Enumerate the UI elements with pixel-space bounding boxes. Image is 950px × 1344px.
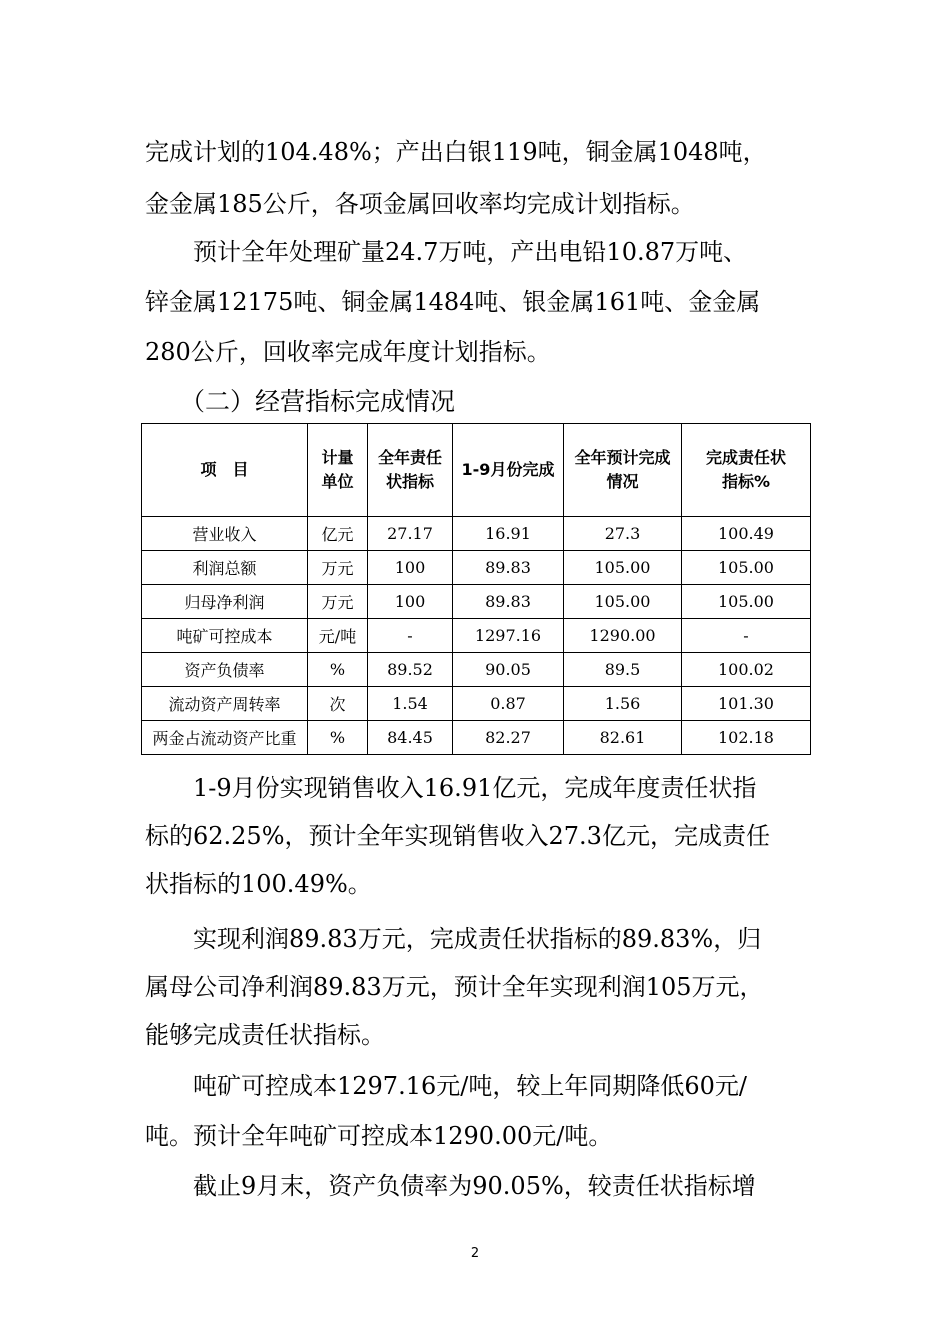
table-cell: 万元 — [308, 585, 368, 619]
page-number: 2 — [470, 1246, 480, 1261]
header-unit: 计量 单位 — [308, 424, 368, 517]
table-cell: 27.17 — [368, 517, 453, 551]
table-cell: % — [308, 653, 368, 687]
table-cell: 90.05 — [453, 653, 564, 687]
table-cell: 归母净利润 — [142, 585, 308, 619]
table-cell: 1.56 — [564, 687, 682, 721]
paragraph-line: 280公斤，回收率完成年度计划指标。 — [145, 338, 551, 366]
table-row — [142, 619, 811, 653]
table-cell: 1290.00 — [564, 619, 682, 653]
table-cell: 0.87 — [453, 687, 564, 721]
paragraph-line: 能够完成责任状指标。 — [145, 1021, 385, 1049]
table-cell: 102.18 — [682, 721, 811, 755]
paragraph-line: 状指标的100.49%。 — [145, 870, 372, 898]
table-cell: 万元 — [308, 551, 368, 585]
paragraph-line: 完成计划的104.48%；产出白银119吨，铜金属1048吨， — [145, 138, 767, 166]
paragraph-line: 实现利润89.83万元，完成责任状指标的89.83%，归 — [145, 925, 762, 953]
table-cell: 两金占流动资产比重 — [142, 721, 308, 755]
paragraph-line: 属母公司净利润89.83万元，预计全年实现利润105万元， — [145, 973, 764, 1001]
table-cell: 89.83 — [453, 551, 564, 585]
paragraph-line: 1-9月份实现销售收入16.91亿元，完成年度责任状指 — [145, 774, 757, 802]
table-row — [142, 585, 811, 619]
indicator-table — [141, 423, 811, 755]
table-cell: 105.00 — [564, 551, 682, 585]
header-jan-sep-actual: 1-9月份完成 — [453, 424, 564, 517]
header-completion-pct: 完成责任状 指标% — [682, 424, 811, 517]
table-cell: 105.00 — [682, 551, 811, 585]
table-row — [142, 653, 811, 687]
table-cell: 1.54 — [368, 687, 453, 721]
paragraph-line: 锌金属12175吨、铜金属1484吨、银金属161吨、金金属 — [145, 288, 761, 316]
table-cell: - — [368, 619, 453, 653]
table-row — [142, 551, 811, 585]
paragraph-line: 吨。预计全年吨矿可控成本1290.00元/吨。 — [145, 1122, 613, 1150]
table-cell: % — [308, 721, 368, 755]
table-cell: 27.3 — [564, 517, 682, 551]
table-cell: 100.49 — [682, 517, 811, 551]
table-cell: 82.61 — [564, 721, 682, 755]
header-item: 项 目 — [142, 424, 308, 517]
paragraph-line: 金金属185公斤，各项金属回收率均完成计划指标。 — [145, 190, 695, 218]
table-cell: 100 — [368, 585, 453, 619]
table-cell: 100 — [368, 551, 453, 585]
table-cell: - — [682, 619, 811, 653]
table-cell: 84.45 — [368, 721, 453, 755]
table-cell: 资产负债率 — [142, 653, 308, 687]
table-cell: 16.91 — [453, 517, 564, 551]
table-cell: 105.00 — [564, 585, 682, 619]
table-row — [142, 721, 811, 755]
table-cell: 101.30 — [682, 687, 811, 721]
table-cell: 亿元 — [308, 517, 368, 551]
table-cell: 元/吨 — [308, 619, 368, 653]
table-cell: 利润总额 — [142, 551, 308, 585]
paragraph-line: 标的62.25%，预计全年实现销售收入27.3亿元，完成责任 — [145, 822, 770, 850]
table-cell: 89.52 — [368, 653, 453, 687]
table-cell: 流动资产周转率 — [142, 687, 308, 721]
table-row — [142, 687, 811, 721]
table-cell: 89.5 — [564, 653, 682, 687]
table-cell: 82.27 — [453, 721, 564, 755]
table-header-row — [142, 424, 811, 517]
paragraph-line: 预计全年处理矿量24.7万吨，产出电铅10.87万吨、 — [145, 238, 748, 266]
table-cell: 吨矿可控成本 — [142, 619, 308, 653]
table-cell: 营业收入 — [142, 517, 308, 551]
table-cell: 89.83 — [453, 585, 564, 619]
section-heading: （二）经营指标完成情况 — [180, 387, 456, 416]
table-cell: 1297.16 — [453, 619, 564, 653]
paragraph-line: 吨矿可控成本1297.16元/吨，较上年同期降低60元/ — [145, 1072, 747, 1100]
table-cell: 100.02 — [682, 653, 811, 687]
table-cell: 次 — [308, 687, 368, 721]
header-annual-target: 全年责任 状指标 — [368, 424, 453, 517]
paragraph-line: 截止9月末，资产负债率为90.05%，较责任状指标增 — [145, 1172, 756, 1200]
table-cell: 105.00 — [682, 585, 811, 619]
header-annual-forecast: 全年预计完成 情况 — [564, 424, 682, 517]
table-row — [142, 517, 811, 551]
